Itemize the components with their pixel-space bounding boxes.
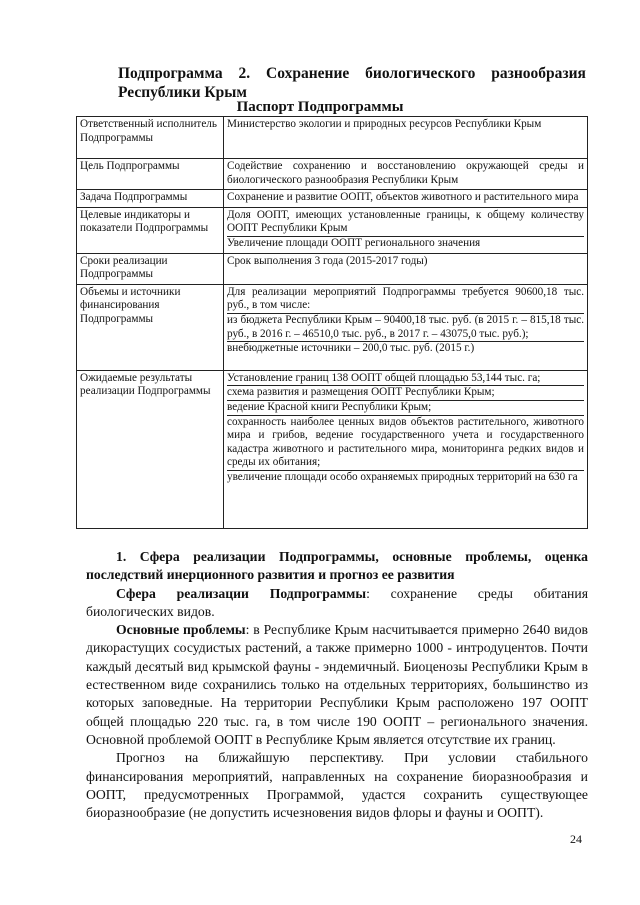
- value-line: сохранность наиболее ценных видов объектов растительного, животного мира и грибов, ведение государственного учета и государственного кадастра животного и растительного мира, мониторинга редких видов и среды их обитания;: [227, 416, 584, 471]
- title-word: 2.: [238, 65, 251, 82]
- subprogram-title-line2: Республики Крым: [118, 84, 247, 101]
- title-word: Подпрограмма: [118, 65, 223, 82]
- title-word: разнообразия: [491, 65, 586, 82]
- row-label: Целевые индикаторы и показатели Подпрограммы: [77, 207, 224, 253]
- value-line: Для реализации мероприятий Подпрограммы требуется 90600,18 тыс. руб., в том числе:: [227, 286, 584, 314]
- row-value: [224, 284, 588, 370]
- row-value: [224, 159, 588, 190]
- passport-table: [76, 116, 588, 529]
- table-row: [77, 190, 588, 208]
- row-value: [224, 253, 588, 284]
- value-line: Установление границ 138 ООПТ общей площадью 53,144 тыс. га;: [227, 372, 584, 387]
- row-value: [224, 117, 588, 159]
- value-line: Доля ООПТ, имеющих установленные границы, к общему количеству ООПТ Республики Крым: [227, 209, 584, 237]
- value-line: Сохранение и развитие ООПТ, объектов животного и растительного мира: [227, 191, 579, 204]
- row-label: Ожидаемые результаты реализации Подпрограммы: [77, 370, 224, 528]
- paragraph-text: : в Республике Крым насчитывается примерно 2640 видов дикорастущих сосудистых растений, а также примерно 1000 - интродуцентов. Почти каждый десятый вид крымской фауны - эндемичный. Биоценозы Республики Крым в естественном виде сохранились только на отдельных территориях, большинство из которых заповедные. На территории Республики Крым расположено 197 ООПТ общей площадью 220 тыс. га, в том числе 190 ООПТ – регионального значения. Основной проблемой ООПТ в Республике Крым является отсутствие их границ.: [86, 622, 588, 747]
- section-1: [86, 548, 588, 822]
- row-value: [224, 370, 588, 528]
- paragraph-scope: [86, 585, 588, 622]
- row-label: Задача Подпрограммы: [77, 190, 224, 208]
- paragraph-lead: Сфера реализации Подпрограммы: [116, 585, 367, 601]
- value-line: схема развития и размещения ООПТ Республики Крым;: [227, 386, 584, 401]
- paragraph-lead: Основные проблемы: [116, 622, 246, 638]
- paragraph-forecast: Прогноз на ближайшую перспективу. При условии стабильного финансирования мероприятий, направленных на сохранение биоразнообразия и ООПТ, предусмотренных Программой, удастся сохранить существующее биоразнообразие (не допустить исчезновения видов флоры и фауны и ООПТ).: [86, 750, 588, 821]
- value-line: Министерство экологии и природных ресурсов Республики Крым: [227, 118, 542, 130]
- value-line: Содействие сохранению и восстановлению окружающей среды и биологического разнообразия Республики Крым: [227, 160, 584, 186]
- title-word: Сохранение: [266, 65, 350, 82]
- paragraph-problems: [86, 621, 588, 749]
- title-word: биологического: [365, 65, 476, 82]
- table-row: [77, 207, 588, 253]
- value-line: внебюджетные источники – 200,0 тыс. руб. (2015 г.): [227, 342, 475, 355]
- table-row: [77, 253, 588, 284]
- paragraph-text: : сохранение среды обитания биологических видов.: [86, 585, 588, 619]
- value-line: Увеличение площади ООПТ регионального значения: [227, 236, 481, 249]
- value-line: ведение Красной книги Республики Крым;: [227, 401, 584, 416]
- row-label: Цель Подпрограммы: [77, 159, 224, 190]
- value-line: из бюджета Республики Крым – 90400,18 тыс. руб. (в 2015 г. – 815,18 тыс. руб., в 2016 г. – 46510,0 тыс. руб., в 2017 г. – 43075,0 тыс. руб.);: [227, 314, 584, 342]
- table-row: [77, 370, 588, 528]
- row-label: Ответственный исполнитель Подпрограммы: [77, 117, 224, 159]
- page-number: 24: [570, 832, 582, 846]
- row-label: Объемы и источники финансирования Подпрограммы: [77, 284, 224, 370]
- passport-title: Паспорт Подпрограммы: [236, 99, 404, 115]
- row-value: [224, 207, 588, 253]
- row-value: [224, 190, 588, 208]
- table-row: [77, 117, 588, 159]
- table-row: [77, 284, 588, 370]
- value-line: увеличение площади особо охраняемых природных территорий на 630 га: [227, 470, 578, 483]
- table-row: [77, 159, 588, 190]
- subprogram-title-line1: [118, 64, 586, 83]
- value-line: Срок выполнения 3 года (2015-2017 годы): [227, 254, 428, 267]
- row-label: Сроки реализации Подпрограммы: [77, 253, 224, 284]
- section-heading: 1. Сфера реализации Подпрограммы, основные проблемы, оценка последствий инерционного развития и прогноз ее развития: [86, 549, 588, 583]
- subprogram-title: [118, 64, 586, 102]
